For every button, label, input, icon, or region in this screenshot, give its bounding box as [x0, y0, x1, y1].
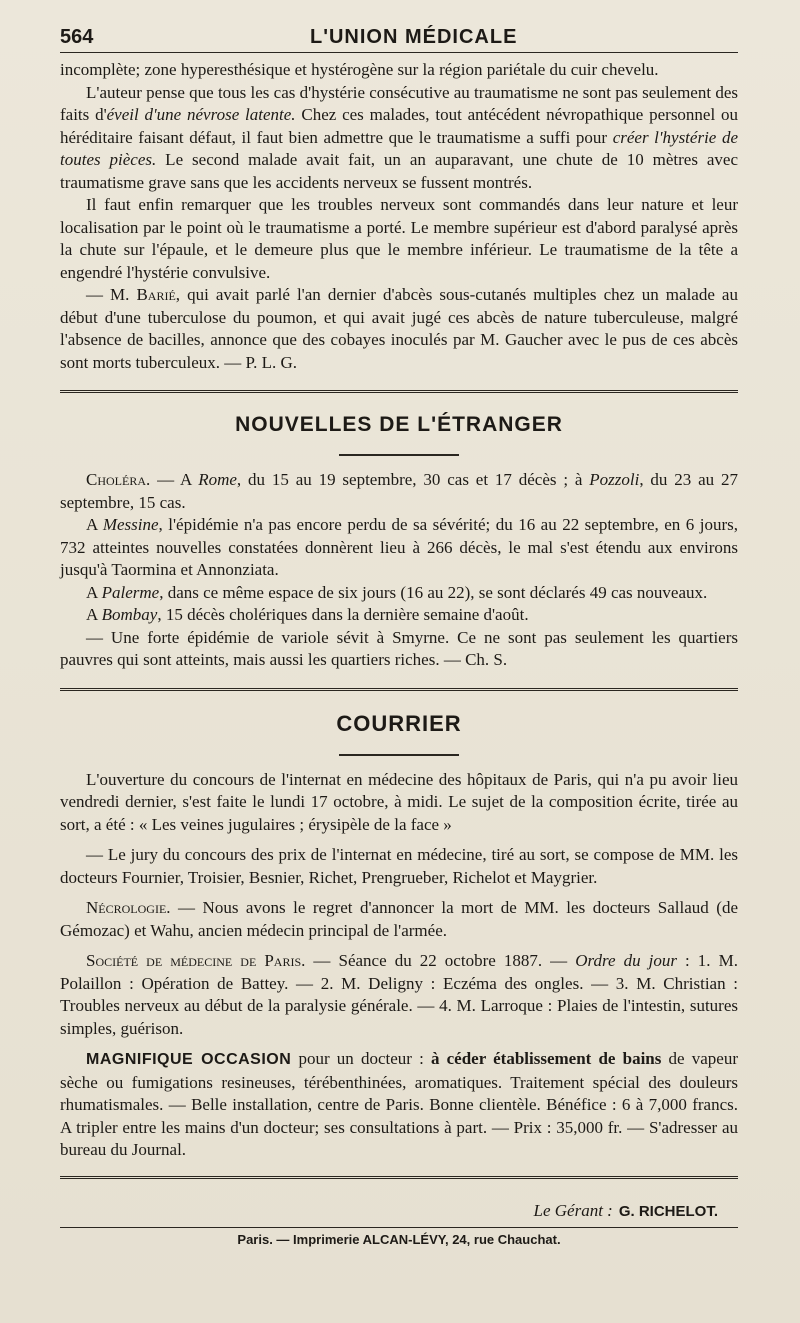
text-run: A: [86, 605, 102, 624]
section-divider: [60, 688, 738, 691]
cholera-paragraph: [60, 469, 738, 514]
ad-emphasis: à céder établissement de bains: [430, 1049, 662, 1068]
society-paragraph: [60, 950, 738, 1040]
text-run: — A: [150, 470, 199, 489]
title-ornament: [60, 743, 738, 761]
text-run: , du 23 au 27 septembre, 15 cas.: [60, 470, 739, 512]
section-divider: [60, 1176, 738, 1179]
paragraph-gap: [60, 836, 738, 844]
run-in-label: Choléra.: [86, 470, 151, 489]
messina-paragraph: [60, 514, 738, 582]
bombay-paragraph: [60, 604, 738, 627]
opening-paragraph-1: incomplète; zone hyperesthésique et hystérogène sur la région pariétale du cuir chevelu.: [60, 60, 659, 79]
gerant-name: G. RICHELOT.: [618, 1202, 718, 1220]
courrier-paragraph-1: L'ouverture du concours de l'internat en médecine des hôpitaux de Paris, qui n'a pu avoir lieu vendredi dernier, s'est faite le lundi 17 octobre, à midi. Le sujet de la composition écrite, tirée au sort, a été : « Les veines jugulaires ; érysipèle de la face »: [60, 769, 738, 834]
text-run: Le second malade avait fait, un an auparavant, une chute de 10 mètres avec traumatisme grave sans que les accidents nerveux se fussent montrés.: [60, 150, 739, 192]
paragraph-gap: [60, 942, 738, 950]
author-name: Barié: [136, 285, 176, 304]
printer-imprint: Paris. — Imprimerie ALCAN-LÉVY, 24, rue Chauchat.: [237, 1231, 561, 1247]
section-title-foreign-news: NOUVELLES DE L'ÉTRANGER: [235, 413, 563, 436]
paragraph-gap: [60, 889, 738, 897]
paragraph-gap: [60, 1040, 738, 1048]
opening-paragraph-4: [60, 284, 738, 374]
text-run: : 1. M. Polaillon : Opération de Battey. — 2. M. Deligny : Eczéma des ongles. — 3. M. Christian : Troubles nerveux au début de la paralysie générale. — 4. M. Larroque : Plaies de l'intestin, sutures simples, guérison.: [60, 951, 738, 1038]
run-in-label: Nécrologie.: [86, 898, 171, 917]
page-number: 564: [60, 26, 94, 48]
opening-paragraph-3: Il faut enfin remarquer que les troubles nerveux sont commandés dans leur nature et leur localisation par le point où le traumatisme a porté. Le membre supérieur est d'abord paralysé après la chute sur l'épaule, et le demeure plus que le membre inférieur. Le traumatisme de la tête a engendré l'hystérie convulsive.: [60, 195, 738, 282]
text-run: Chez ces malades, tout antécédent névropathique personnel ou héréditaire faisant défaut, il faut bien admettre que le traumatisme a suffi pour: [60, 105, 738, 147]
ad-headline: MAGNIFIQUE OCCASION: [86, 1051, 292, 1068]
text-run: — Nous avons le regret d'annoncer la mort de MM. les docteurs Sallaud (de Gémozac) et Wahu, ancien médecin principal de l'armée.: [60, 898, 738, 940]
advertisement-paragraph: [60, 1048, 738, 1162]
section-title-courrier: COURRIER: [336, 710, 462, 736]
text-run: , qui avait parlé l'an dernier d'abcès sous-cutanés multiples chez un malade au début d'une tuberculose du poumon, et qui avait jugé ces abcès de nature tuberculeuse, malgré l'absence de bacilles, annonce que des cobayes inoculés par M. Gaucher avec le pus de ces abcès sont morts tuberculeux. — P. L. G.: [60, 285, 738, 372]
gerant-label: Le Gérant :: [533, 1200, 613, 1220]
text-run: pour un docteur :: [291, 1049, 431, 1068]
italic-run: créer l'hystérie de toutes pièces.: [60, 127, 738, 169]
footer-rule: [60, 1227, 738, 1228]
text-run: , 15 décès cholériques dans la dernière semaine d'août.: [157, 605, 529, 624]
text-run: , l'épidémie n'a pas encore perdu de sa sévérité; du 16 au 22 septembre, en 6 jours, 732 atteintes nouvelles constatées donnèrent lieu à 266 décès, le mal s'est étendu aux environs jusqu'à Taormina et Annonziata.: [60, 515, 739, 579]
italic-run: Ordre du jour: [575, 951, 677, 970]
place-name: Rome: [198, 470, 237, 489]
text-run: , dans ce même espace de six jours (16 au 22), se sont déclarés 49 cas nouveaux.: [159, 582, 708, 602]
text-run: — Séance du 22 octobre 1887. —: [305, 951, 576, 970]
header-rule: [60, 52, 738, 53]
place-name: Palerme: [101, 582, 160, 602]
place-name: Bombay: [101, 605, 158, 624]
courrier-paragraph-2: — Le jury du concours des prix de l'internat en médecine, tiré au sort, se compose de MM. les docteurs Fournier, Troisier, Besnier, Richet, Prengrueber, Richelot et Maygrier.: [60, 845, 738, 887]
place-name: Pozzoli: [589, 470, 640, 489]
necrology-paragraph: [60, 897, 738, 942]
text-run: de vapeur sèche ou fumigations resineuses, térébenthinées, aromatiques. Traitement spécial des douleurs rhumatismales. — Belle installation, centre de Paris. Bonne clientèle. Bénéfice : 6 à 7,000 francs. A tripler entre les mains d'un docteur; ses consultations à part. — Prix : 35,000 fr. — S'adresser au bureau du Journal.: [60, 1049, 739, 1159]
smyrna-paragraph: — Une forte épidémie de variole sévit à Smyrne. Ce ne sont pas seulement les quartiers pauvres qui sont atteints, mais aussi les quartiers riches. — Ch. S.: [60, 627, 738, 669]
opening-paragraph-2: [60, 82, 738, 195]
place-name: Messine: [102, 515, 159, 534]
signature-line: [60, 1201, 718, 1221]
palermo-paragraph: [60, 582, 738, 605]
text-run: A: [86, 582, 102, 602]
section-divider: [60, 390, 738, 393]
text-run: A: [86, 515, 103, 534]
italic-run: éveil d'une névrose latente.: [106, 105, 296, 124]
run-in-label: Société de médecine de Paris.: [86, 951, 306, 970]
text-run: — M.: [86, 285, 137, 304]
running-head: [60, 22, 738, 52]
title-ornament: [60, 443, 738, 461]
journal-title: L'UNION MÉDICALE: [310, 26, 518, 48]
text-run: L'auteur pense que tous les cas d'hystérie consécutive au traumatisme ne sont pas seulement des faits d': [60, 82, 738, 124]
text-run: , du 15 au 19 septembre, 30 cas et 17 décès ; à: [236, 470, 590, 489]
